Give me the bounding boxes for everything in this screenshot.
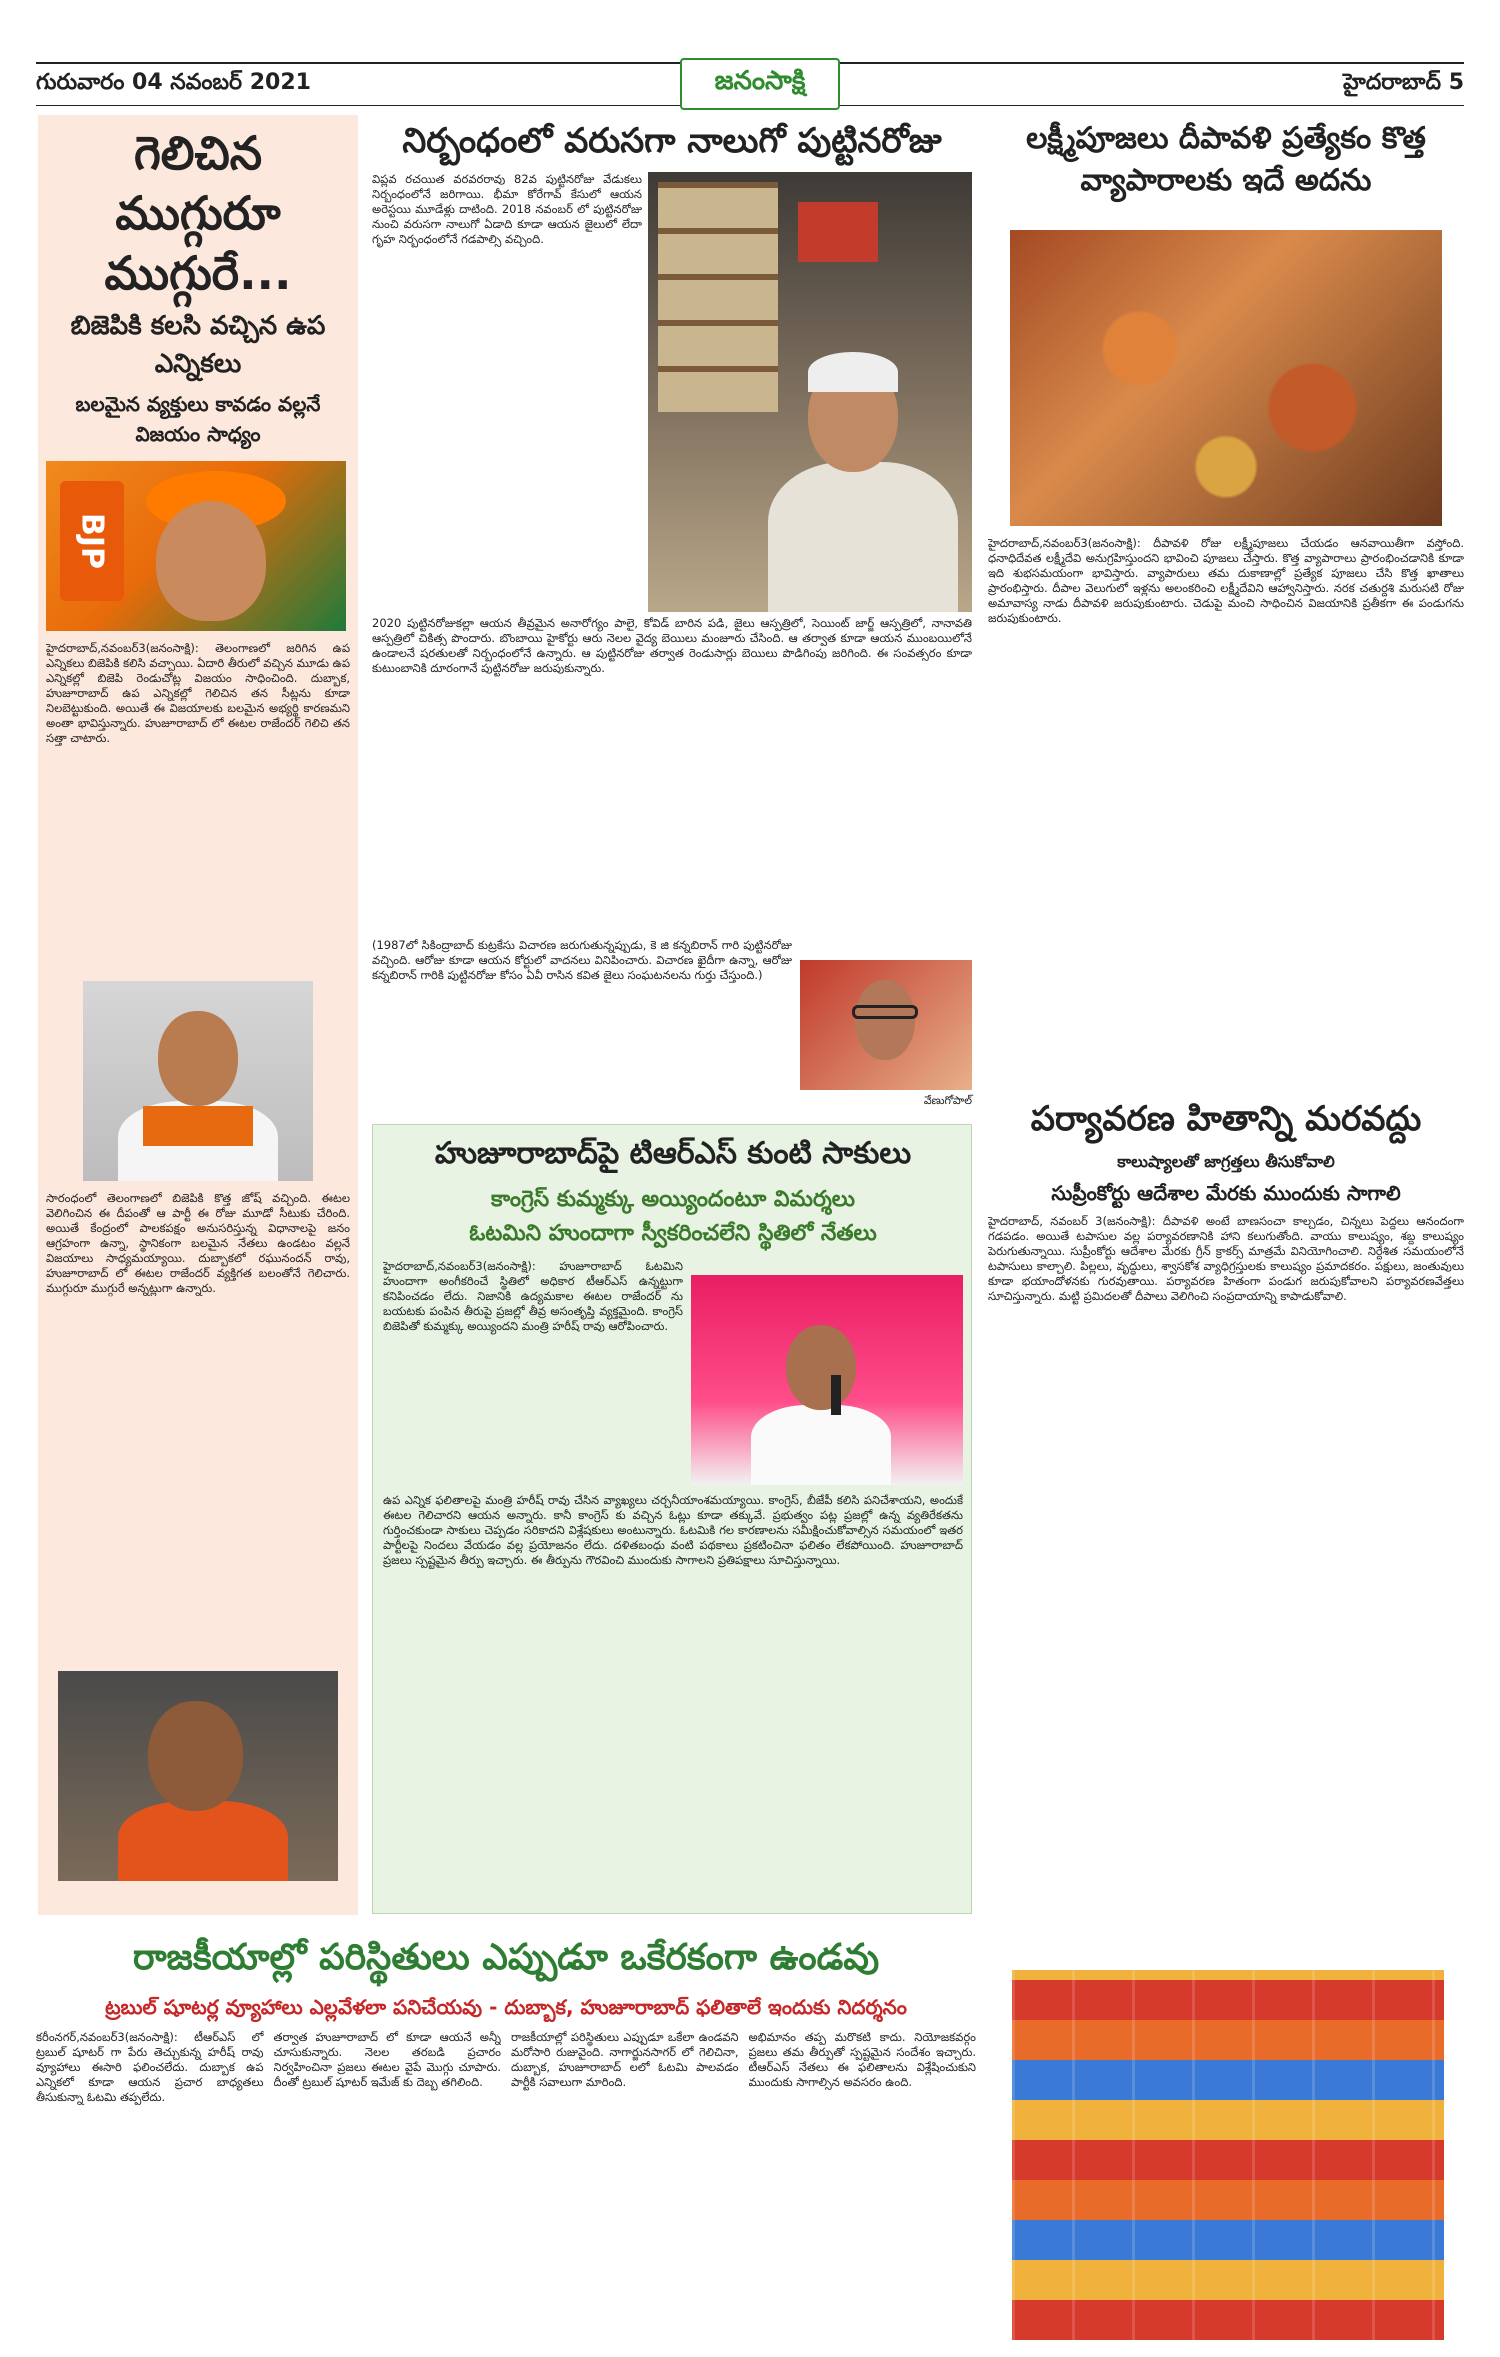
bjp-badge: BJP — [60, 481, 124, 601]
poster-shape — [798, 202, 878, 262]
page-number: 5 — [1448, 69, 1464, 95]
environment-headline: పర్యావరణ హితాన్ని మరవద్దు — [1030, 1099, 1422, 1139]
left-body-1: హైదరాబాద్,నవంబర్3(జనంసాక్షి): తెలంగాణలో జరిగిన ఉప ఎన్నికలు బిజెపికి కలిసి వచ్చాయి. ఏదారి తీరులో వచ్చిన మూడు ఉప ఎన్నికల్లో బిజెపి రెండుచోట్ల విజయం సాధించింది. దుబ్బాక, హుజూరాబాద్ ఉప ఎన్నికల్లో గెలిచిన తన సీట్లను కూడా నిలబెట్టుకుంది. అయితే ఈ విజయాలకు బలమైన అభ్యర్థి కారణమని అంతా భావిస్తున్నారు. హుజూరాబాద్ లో ఈటల రాజేందర్ గెలిచి తన సత్తా చాటారు. — [46, 641, 350, 745]
columnist-photo — [800, 960, 972, 1090]
face-shape — [156, 501, 266, 621]
face-shape — [855, 980, 915, 1060]
left-column-story — [38, 115, 358, 1915]
bottom-headline: రాజకీయాల్లో పరిస్థితులు ఎప్పుడూ ఒకేరకంగా ఉండవు — [132, 1937, 880, 1978]
firecrackers-photo — [1012, 1970, 1444, 2340]
huzurabad-headline: హుజూరాబాద్‌పై టిఆర్‌ఎస్ కుంటి సాకులు — [434, 1136, 912, 1171]
right-body-1: హైదరాబాద్,నవంబర్3(జనంసాక్షి): దీపావళి రోజు లక్ష్మీపూజలు చేయడం ఆనవాయితీగా వస్తోంది. ధనాధిదేవత లక్ష్మీదేవి అనుగ్రహిస్తుందని భావించి పూజలు చేస్తారు. కొత్త వ్యాపారాలు ప్రారంభించడానికి కూడా ఇది శుభసమయంగా భావిస్తారు. వ్యాపారులు తమ దుకాణాల్లో ప్రత్యేక పూజలు చేసి కొత్త ఖాతాలు ప్రారంభిస్తారు. దీపాల వెలుగులో ఇళ్లను అలంకరించి లక్ష్మీదేవిని ఆహ్వానిస్తారు. నరక చతుర్దశి మరుసటి రోజు అమావాస్య నాడు దీపావళి జరుపుకుంటారు. చెడుపై మంచి సాధించిన విజయానికి ప్రతీకగా ఈ పండుగను జరుపుకుంటారు. — [988, 536, 1464, 625]
bookshelf-shape — [658, 182, 778, 412]
middle-body-2: 2020 పుట్టినరోజుకల్లా ఆయన తీవ్రమైన అనారోగ్యం పాలై, కోవిడ్ బారిన పడి, జైలు ఆస్పత్రిలో, సెయింట్ జార్జ్ ఆస్పత్రిలో, నానావతి ఆస్పత్రిలో చికిత్స పొందారు. బొంబాయి హైకోర్టు ఆరు నెలల వైద్య బెయిలు మంజూరు చేసింది. ఆ తర్వాత కూడా ఆయన ముంబయిలోనే ఉండాలనే షరతులతో నిర్బంధంలోనే ఉన్నారు. ఆ పుట్టినరోజు తర్వాత రెండుసార్లు బెయిలు పొడిగింపు జరిగింది. ఈ సంవత్సరం కూడా కుటుంబానికి దూరంగానే పుట్టినరోజు జరుపుకున్నారు. — [372, 616, 972, 675]
shirt-shape — [768, 462, 958, 612]
left-subheadline-2: బలమైన వ్యక్తులు కావడం వల్లనే విజయం సాధ్యం — [75, 392, 321, 446]
cloth-shape — [118, 1801, 288, 1881]
middle-body-3: (1987లో సికింద్రాబాద్ కుట్రకేసు విచారణ జరుగుతున్నప్పుడు, కె జి కన్నబిరాన్ గారి పుట్టినరోజు వచ్చింది. ఆరోజు కూడా ఆయన కోర్టులో వాదనలు వినిపించారు. విచారణ ఖైదీగా ఉన్నా, ఆరోజు కన్నబిరాన్ గారికి పుట్టినరోజు కోసం ఏవీ రాసిన కవిత జైలు సంఘటనలను గుర్తు చేస్తుంది.) — [372, 938, 792, 982]
bottom-col-4: అభిమానం తప్ప మరొకటి కాదు. నియోజకవర్గం ప్రజలు తమ తీర్పుతో స్పష్టమైన సందేశం ఇచ్చారు. టీఆర్ఎస్ నేతలు ఈ ఫలితాలను విశ్లేషించుకుని ముందుకు సాగాల్సిన అవసరం ఉంది. — [748, 2030, 976, 2089]
huzurabad-body-2: ఉప ఎన్నిక ఫలితాలపై మంత్రి హరీష్ రావు చేసిన వ్యాఖ్యలు చర్చనీయాంశమయ్యాయి. కాంగ్రెస్, బీజేపీ కలిసి పనిచేశాయని, అందుకే ఈటల గెలిచారని ఆయన అన్నారు. కానీ కాంగ్రెస్ కు వచ్చిన ఓట్లు కూడా తక్కువే. ప్రభుత్వం పట్ల ప్రజల్లో ఉన్న వ్యతిరేకతను గుర్తించకుండా సాకులు చెప్పడం సరికాదని విశ్లేషకులు అంటున్నారు. ఓటమికి గల కారణాలను సమీక్షించుకోవాల్సిన సమయంలో ఇతర పార్టీలపై నిందలు వేయడం వల్ల ప్రయోజనం లేదు. దళితబంధు వంటి పథకాలు ప్రకటించినా ఫలితం లేకపోయింది. హుజూరాబాద్ ప్రజలు స్పష్టమైన తీర్పు ఇచ్చారు. ఈ తీర్పును గౌరవించి ముందుకు సాగాలని ప్రతిపక్షాలు సూచిస్తున్నాయి. — [383, 1493, 963, 1567]
newspaper-logo: జనంసాక్షి — [680, 58, 840, 110]
bottom-subheadline: ట్రబుల్ షూటర్ల వ్యూహాలు ఎల్లవేళలా పనిచేయవు - దుబ్బాక, హుజూరాబాద్ ఫలితాలే ఇందుకు నిదర్శనం — [105, 1995, 907, 2019]
face-shape — [786, 1325, 856, 1410]
issue-date: గురువారం 04 నవంబర్ 2021 — [36, 69, 311, 95]
edition-city: హైదరాబాద్ 5 — [1343, 69, 1464, 95]
middle-headline: నిర్బంధంలో వరుసగా నాలుగో పుట్టినరోజు — [402, 121, 942, 161]
left-body-2: సారంధంలో తెలంగాణలో బిజెపికి కొత్త జోష్ వచ్చింది. ఈటల వెలిగించిన ఈ దీపంతో ఆ పార్టీ ఈ రోజు మూడో సీటుకు చేరింది. అయితే కేంద్రంలో పాలకపక్షం అనుసరిస్తున్న విధానాలపై జనం ఆగ్రహంగా ఉన్నా, స్థానికంగా బలమైన నేతలు ఉండటం వల్లనే విజయాలు సాధ్యమయ్యాయి. దుబ్బాకలో రఘునందన్ రావు, హుజూరాబాద్ లో ఈటల రాజేందర్ వ్యక్తిగత బలంతోనే గెలిచారు. ముగ్గురూ ముగ్గురే అన్నట్లుగా ఉన్నారు. — [46, 1191, 350, 1295]
right-headline: లక్ష్మీపూజలు దీపావళి ప్రత్యేకం కొత్త వ్యాపారాలకు ఇదే అదను — [1026, 121, 1426, 198]
huzurabad-subheadline-1: కాంగ్రెస్ కుమ్మక్కు అయ్యిందంటూ విమర్శలు — [491, 1187, 855, 1212]
huzurabad-body-1: హైదరాబాద్,నవంబర్3(జనంసాక్షి): హుజూరాబాద్ ఓటమిని హుందాగా అంగీకరించే స్థితిలో అధికార టీఆర్ఎస్ ఉన్నట్టుగా కనిపించడం లేదు. నిజానికి ఉద్యమకాల ఈటల రాజేందర్ ను బయటకు పంపిన తీరుపై ప్రజల్లో తీవ్ర అసంతృప్తి వ్యక్తమైంది. కాంగ్రెస్ బిజెపితో కుమ్మక్కు అయ్యిందని మంత్రి హరీష్ రావు ఆరోపించారు. — [383, 1259, 683, 1333]
bottom-col-2: తర్వాత హుజూరాబాద్ లో కూడా ఆయనే అన్నీ చూసుకున్నారు. నెలల తరబడి ప్రచారం నిర్వహించినా ప్రజలు ఈటల వైపే మొగ్గు చూపారు. దీంతో ట్రబుల్ షూటర్ ఇమేజ్ కు దెబ్బ తగిలింది. — [273, 2030, 501, 2089]
face-shape — [158, 1011, 238, 1106]
raja-singh-photo — [58, 1671, 338, 1881]
hair-shape — [808, 352, 898, 392]
scarf-shape — [143, 1106, 253, 1146]
face-shape — [148, 1701, 243, 1811]
leader-photo — [83, 981, 313, 1181]
bjp-leader-photo — [46, 461, 346, 631]
varavara-rao-photo — [648, 172, 972, 612]
middle-body-1: విప్లవ రచయిత వరవరరావు 82వ పుట్టినరోజు వేడుకలు నిర్బంధంలోనే జరిగాయి. భీమా కోరేగావ్ కేసులో ఆయన అరెస్టయి మూడేళ్లు దాటింది. 2018 నవంబర్ లో పుట్టినరోజు నుంచి వరుసగా నాలుగో ఏడాది కూడా ఆయన జైలులో లేదా గృహ నిర్బంధంలోనే గడపాల్సి వచ్చింది. — [372, 172, 642, 246]
environment-subheadline-1: కాలుష్యాలతో జాగ్రత్తలు తీసుకోవాలి — [1117, 1152, 1335, 1171]
microphone-icon — [831, 1375, 841, 1415]
glasses-shape — [852, 1005, 918, 1019]
bottom-columns — [36, 2030, 976, 2340]
bottom-col-3: రాజకీయాల్లో పరిస్థితులు ఎప్పుడూ ఒకేలా ఉండవని మరోసారి రుజువైంది. నాగార్జునసాగర్ లో గెలిచినా, దుబ్బాక, హుజూరాబాద్ లలో ఓటమి పాలవడం పార్టీకి సవాలుగా మారింది. — [511, 2030, 739, 2089]
diwali-lamps-photo — [1010, 230, 1442, 526]
huzurabad-subheadline-2: ఓటమిని హుందాగా స్వీకరించలేని స్థితిలో నేతలు — [469, 1221, 877, 1246]
harish-rao-photo — [691, 1275, 963, 1485]
bottom-col-1: కరీంనగర్,నవంబర్3(జనంసాక్షి): టీఆర్ఎస్ లో ట్రబుల్ షూటర్ గా పేరు తెచ్చుకున్న హరీష్ రావు వ్యూహాలు ఈసారి ఫలించలేదు. దుబ్బాక ఉప ఎన్నికలో కూడా ఆయన ప్రచార బాధ్యతలు తీసుకున్నా ఓటమి తప్పలేదు. — [36, 2030, 264, 2104]
left-headline: గెలిచిన ముగ్గురూ ముగ్గురే... — [104, 126, 292, 300]
columnist-caption: వేణుగోపాల్ — [923, 1094, 972, 1107]
shirt-shape — [751, 1405, 891, 1485]
huzurabad-story-box — [372, 1124, 972, 1914]
left-subheadline: బిజెపికి కలసి వచ్చిన ఉప ఎన్నికలు — [70, 311, 326, 379]
environment-subheadline-2: సుప్రీంకోర్టు ఆదేశాల మేరకు ముందుకు సాగాలి — [1051, 1181, 1401, 1205]
environment-body: హైదరాబాద్, నవంబర్ 3(జనంసాక్షి): దీపావళి అంటే బాణసంచా కాల్చడం, చిన్నలు పెద్దలు ఆనందంగా గడపడం. అయితే టపాసుల వల్ల పర్యావరణానికి హాని కలుగుతోంది. వాయు కాలుష్యం, శబ్ద కాలుష్యం పెరుగుతున్నాయి. సుప్రీంకోర్టు ఆదేశాల మేరకు గ్రీన్ క్రాకర్స్ మాత్రమే వినియోగించాలి. నిర్దేశిత సమయంలోనే టపాసులు కాల్చాలి. పిల్లలు, వృద్ధులు, శ్వాసకోశ వ్యాధిగ్రస్తులకు కాలుష్యం ప్రమాదకరం. పక్షులు, జంతువులు కూడా భయాందోళనకు గురవుతాయి. పర్యావరణ హితంగా పండుగ జరుపుకోవాలని పర్యావరణవేత్తలు సూచిస్తున్నారు. మట్టి ప్రమిదలతో దీపాలు వెలిగించి సంప్రదాయాన్ని కాపాడుకోవాలి. — [988, 1214, 1464, 1303]
